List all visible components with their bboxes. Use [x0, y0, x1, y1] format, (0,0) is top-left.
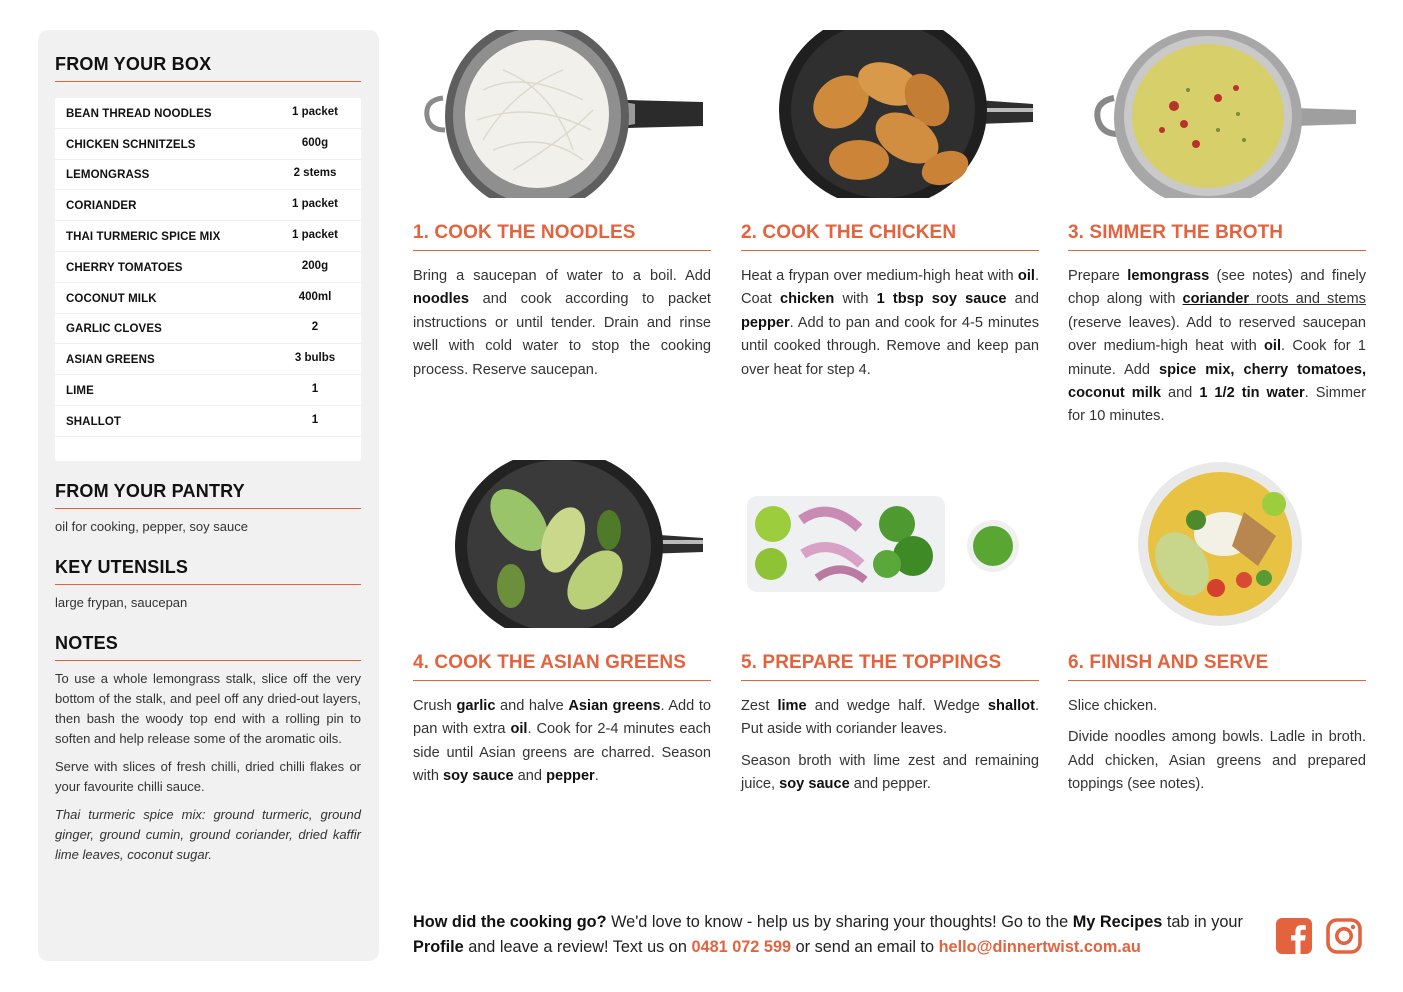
ingredient-row [55, 221, 361, 252]
step-1 [413, 222, 711, 382]
footer-text-run: and leave a review! Text us on [463, 938, 692, 956]
step-title: 6. FINISH AND SERVE [1068, 652, 1366, 681]
step-body [741, 695, 1039, 797]
ingredient-name: THAI TURMERIC SPICE MIX [66, 231, 221, 244]
ingredient-name: SHALLOT [66, 415, 121, 428]
frypan-greens-photo [413, 460, 711, 628]
ingredient-row [55, 252, 361, 283]
ingredient-qty: 1 packet [291, 229, 339, 242]
ingredient-qty: 1 packet [291, 198, 339, 211]
footer-text-run: We'd love to know - help us by sharing your thoughts! Go to the [606, 913, 1073, 931]
ingredient-name: LEMONGRASS [66, 169, 150, 182]
step-text-run: shallot [987, 698, 1035, 714]
step-title: 2. COOK THE CHICKEN [741, 222, 1039, 251]
step-text-run: and halve [495, 698, 569, 714]
ingredient-row [55, 375, 361, 406]
frypan-chicken-photo [741, 30, 1039, 198]
step-4 [413, 652, 711, 789]
footer-text-run: How did the cooking go? [413, 913, 607, 931]
step-text-run: . Coat [741, 268, 1039, 308]
step-text-run: pepper [546, 768, 595, 785]
step-body [741, 265, 1039, 382]
step-text-run: coriander [1182, 291, 1250, 308]
ingredient-row [55, 283, 361, 314]
step-title: 5. PREPARE THE TOPPINGS [741, 652, 1039, 681]
footer-text-run: tab in your [1162, 913, 1243, 931]
step-paragraph [741, 265, 1039, 382]
ingredient-row [55, 190, 361, 221]
step-text-run: oil [1017, 268, 1035, 284]
step-body [1068, 695, 1366, 797]
step-2 [741, 222, 1039, 382]
step-text-run: roots and stems [1249, 291, 1366, 308]
step-text-run: noodles [413, 291, 469, 308]
step-text-run: spice mix, cherry tomatoes, coconut milk [1068, 361, 1366, 402]
ingredient-qty: 2 stems [293, 167, 337, 180]
ingredient-name: BEAN THREAD NOODLES [66, 107, 212, 120]
step-text-run: (reserve leaves). Add to reserved saucepan over medium-high heat with [1068, 314, 1366, 355]
step-text-run: Season broth with lime zest and remaining juice, [741, 752, 1039, 793]
ingredient-qty: 400ml [298, 290, 332, 303]
ingredient-name: LIME [66, 385, 94, 398]
step-text-run: and wedge half. Wedge [806, 698, 988, 714]
footer-text-run: Profile [413, 938, 464, 956]
step-paragraph [413, 695, 711, 789]
step-title: 1. COOK THE NOODLES [413, 222, 711, 251]
ingredient-row [55, 344, 361, 375]
ingredient-name: CHERRY TOMATOES [66, 261, 183, 274]
step-text-run: oil [510, 721, 528, 738]
footer-text-run: 0481 072 599 [691, 938, 792, 956]
notes-paragraph: Serve with slices of fresh chilli, dried chilli flakes or your favourite chilli sauce. [55, 758, 361, 794]
step-text-run: Heat a frypan over medium-high heat with [741, 268, 1018, 284]
step-text-run: and [513, 768, 547, 785]
box-title: FROM YOUR BOX [55, 54, 361, 82]
step-text-run: . [594, 768, 599, 785]
ingredient-qty: 3 bulbs [294, 352, 336, 365]
ingredient-qty: 200g [301, 259, 329, 272]
utensils-section [55, 557, 361, 613]
facebook-icon[interactable] [1276, 918, 1312, 954]
utensils-text: large frypan, saucepan [55, 594, 188, 610]
ingredient-row [55, 314, 361, 345]
step-3 [1068, 222, 1366, 429]
pantry-title: FROM YOUR PANTRY [55, 481, 361, 509]
step-paragraph [1068, 265, 1366, 429]
step-text-run: garlic [456, 698, 496, 714]
step-text-run: . Add to pan and cook for 4-5 minutes until cooked through. Remove and keep pan over heat for step 4. [741, 314, 1039, 378]
pantry-text: oil for cooking, pepper, soy sauce [55, 518, 248, 534]
step-body [1068, 265, 1366, 429]
step-text-run: . Put aside with coriander leaves. [741, 698, 1040, 738]
notes-title: NOTES [55, 633, 361, 661]
footer-text-run: My Recipes [1072, 913, 1163, 931]
step-text-run: with [834, 291, 877, 308]
ingredient-qty: 600g [301, 136, 329, 149]
step-5 [741, 652, 1039, 797]
ingredient-qty: 1 [311, 413, 319, 426]
ingredient-row [55, 98, 361, 129]
step-text-run: soy sauce [443, 768, 514, 785]
step-text-run: and [1160, 385, 1200, 402]
step-title: 4. COOK THE ASIAN GREENS [413, 652, 711, 681]
step-text-run: Bring a saucepan of water to a boil. Add [413, 268, 711, 284]
step-text-run: lemongrass [1127, 268, 1210, 284]
ingredient-name: CHICKEN SCHNITZELS [66, 138, 196, 151]
step-body [413, 695, 711, 789]
step-text-run: soy sauce [779, 776, 850, 793]
ingredient-name: COCONUT MILK [66, 292, 157, 305]
step-text-run: . Cook for 1 minute. Add [1068, 338, 1366, 378]
ingredient-row [55, 129, 361, 160]
ingredient-name: CORIANDER [66, 200, 137, 213]
step-text-run: . Add to pan with extra [413, 698, 712, 738]
saucepan-broth-photo [1068, 30, 1366, 198]
footer-text-run: hello@dinnertwist.com.au [938, 938, 1141, 956]
ingredient-qty: 1 packet [291, 105, 339, 118]
step-paragraph [741, 750, 1039, 797]
step-text-run: Slice chicken. [1068, 698, 1158, 714]
strainer-noodles-photo [413, 30, 711, 198]
utensils-title: KEY UTENSILS [55, 557, 361, 585]
step-text-run: . Simmer for 10 minutes. [1068, 385, 1366, 425]
serving-bowl-photo [1068, 460, 1366, 628]
ingredient-qty: 1 [311, 383, 319, 396]
footer-text-run: or send an email to [791, 938, 939, 956]
step-text-run: chicken [779, 291, 835, 308]
ingredient-name: ASIAN GREENS [66, 354, 155, 367]
ingredient-row [55, 406, 361, 437]
notes-paragraph: To use a whole lemongrass stalk, slice off the very bottom of the stalk, and peel off any dried-out layers, then bash the woody top end with a rolling pin to soften and help release some of the aromatic oils. [55, 670, 361, 746]
feedback-footer [413, 910, 1263, 960]
step-body [413, 265, 711, 382]
step-title: 3. SIMMER THE BROTH [1068, 222, 1366, 251]
step-paragraph [1068, 695, 1366, 718]
step-text-run: lime [777, 698, 807, 714]
ingredients-table [55, 98, 361, 461]
step-paragraph [1068, 726, 1366, 796]
ingredient-name: GARLIC CLOVES [66, 323, 162, 336]
ingredient-qty: 2 [311, 321, 319, 334]
toppings-plate-photo [741, 460, 1039, 628]
step-text-run: and cook according to packet instructions or until tender. Drain and rinse well with cold water to stop the cooking process. Reserve saucepan. [413, 291, 711, 378]
step-text-run: (see notes) and finely chop along with [1068, 268, 1366, 308]
step-text-run: Prepare [1068, 268, 1128, 284]
step-text-run: and pepper. [849, 776, 931, 793]
ingredient-row [55, 160, 361, 191]
step-text-run: Divide noodles among bowls. Ladle in broth. Add chicken, Asian greens and prepared toppings (see notes). [1068, 729, 1366, 793]
step-text-run: 1 tbsp soy sauce [876, 291, 1007, 308]
step-text-run: 1 1/2 tin water [1199, 385, 1305, 402]
step-text-run: Asian greens [568, 698, 661, 714]
step-text-run: and [1006, 291, 1039, 308]
ingredients-sidebar [38, 30, 379, 961]
pantry-section [55, 481, 361, 537]
step-text-run: Crush [413, 698, 457, 714]
step-paragraph [741, 695, 1039, 742]
step-6 [1068, 652, 1366, 797]
notes-paragraph: Thai turmeric spice mix: ground turmeric, ground ginger, ground cumin, ground coriander, dried kaffir lime leaves, coconut sugar. [55, 806, 361, 862]
step-text-run: . Cook for 2-4 minutes each side until Asian greens are charred. Season with [413, 721, 711, 785]
notes-section [55, 633, 361, 865]
instagram-icon[interactable] [1326, 918, 1362, 954]
step-text-run: pepper [741, 314, 790, 331]
step-text-run: oil [1264, 338, 1282, 355]
step-paragraph [413, 265, 711, 382]
step-text-run: Zest [741, 698, 778, 714]
